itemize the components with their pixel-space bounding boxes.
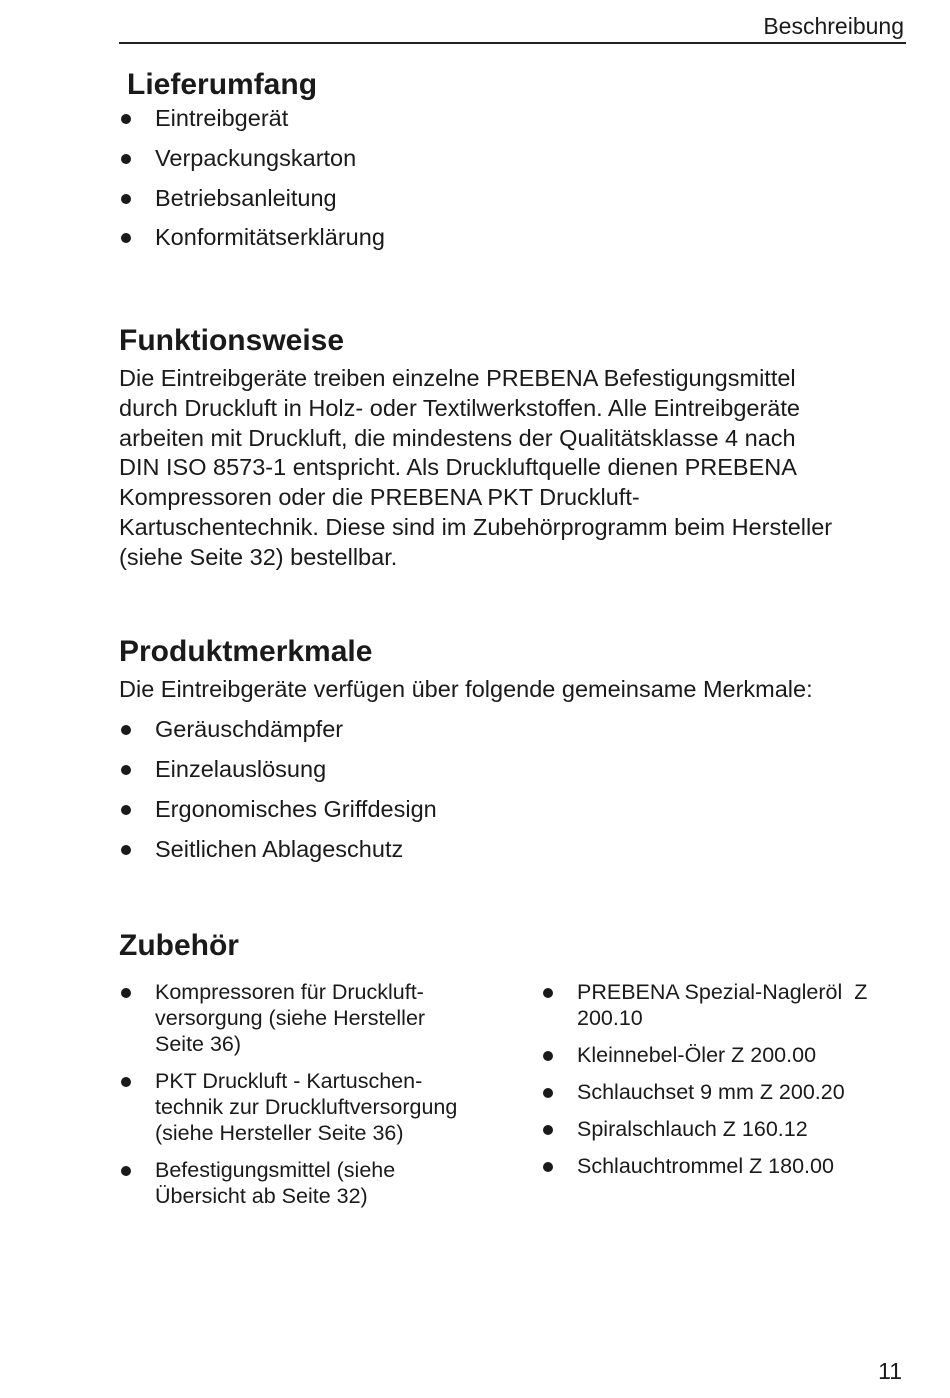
bullet-icon [121, 114, 131, 124]
bullet-icon [543, 1051, 553, 1061]
list-item: Kompressoren für Druckluft- versorgung (siehe Hersteller Seite 36) [119, 979, 499, 1057]
bullet-icon [543, 988, 553, 998]
list-item: Befestigungsmittel (siehe Übersicht ab Seite 32) [119, 1157, 499, 1209]
bullet-icon [121, 233, 131, 243]
bullet-icon [121, 194, 131, 204]
section-title-funktionsweise: Funktionsweise [119, 324, 345, 357]
bullet-icon [121, 845, 131, 855]
bullet-icon [543, 1125, 553, 1135]
bullet-icon [543, 1088, 553, 1098]
list-item: Kleinnebel-Öler Z 200.00 [541, 1042, 901, 1068]
list-item: Konformitätserklärung [119, 223, 900, 252]
page-number: 11 [878, 1358, 902, 1384]
section-title-zubehoer: Zubehör [119, 929, 239, 962]
paragraph-line: Kartuschentechnik. Diese sind im Zubehörprogramm beim Hersteller [119, 513, 833, 540]
paragraph-line: DIN ISO 8573-1 entspricht. Als Druckluftquelle dienen PREBENA [119, 454, 797, 481]
list-item: Spiralschlauch Z 160.12 [541, 1116, 901, 1142]
paragraph-line: Kompressoren oder die PREBENA PKT Druckluft- [119, 484, 640, 511]
zubehoer-left-list [119, 979, 499, 1209]
bullet-icon [121, 765, 131, 775]
list-item: Verpackungskarton [119, 144, 900, 173]
list-item: PREBENA Spezial-Nagleröl Z 200.10 [541, 979, 901, 1031]
bullet-icon [543, 1162, 553, 1172]
list-item: Seitlichen Ablageschutz [119, 835, 900, 864]
bullet-icon [121, 1077, 131, 1087]
section-funktionsweise [119, 324, 900, 573]
bullet-icon [121, 1166, 131, 1176]
list-item: Ergonomisches Griffdesign [119, 795, 900, 824]
list-item: Schlauchtrommel Z 180.00 [541, 1153, 901, 1179]
funktionsweise-paragraph [119, 364, 900, 573]
produktmerkmale-list [119, 715, 900, 864]
list-item: Geräuschdämpfer [119, 715, 900, 744]
running-header: Beschreibung [763, 13, 904, 39]
header-rule [119, 42, 906, 44]
list-item: Schlauchset 9 mm Z 200.20 [541, 1079, 901, 1105]
zubehoer-right-list [541, 979, 901, 1179]
paragraph-line: Die Eintreibgeräte treiben einzelne PREBENA Befestigungsmittel [119, 365, 796, 391]
section-title-produktmerkmale: Produktmerkmale [119, 635, 373, 668]
list-item: PKT Druckluft - Kartuschen- technik zur Druckluftversorgung (siehe Hersteller Seite 36) [119, 1068, 499, 1146]
zubehoer-left-column [119, 979, 499, 1220]
section-title-lieferumfang: Lieferumfang [127, 68, 318, 101]
section-produktmerkmale [119, 635, 900, 875]
bullet-icon [121, 725, 131, 735]
bullet-icon [121, 805, 131, 815]
paragraph-line: durch Druckluft in Holz- oder Textilwerkstoffen. Alle Eintreibgeräte [119, 394, 800, 421]
lieferumfang-list [119, 104, 900, 252]
list-item: Betriebsanleitung [119, 184, 900, 213]
paragraph-line: arbeiten mit Druckluft, die mindestens der Qualitätsklasse 4 nach [119, 424, 796, 451]
bullet-icon [121, 154, 131, 164]
section-lieferumfang [119, 68, 900, 263]
paragraph-line: (siehe Seite 32) bestellbar. [119, 543, 398, 570]
bullet-icon [121, 988, 131, 998]
list-item: Eintreibgerät [119, 104, 900, 133]
list-item: Einzelauslösung [119, 755, 900, 784]
section-zubehoer [119, 929, 900, 1208]
zubehoer-right-column [541, 979, 901, 1190]
produktmerkmale-intro: Die Eintreibgeräte verfügen über folgende gemeinsame Merkmale: [119, 676, 813, 702]
